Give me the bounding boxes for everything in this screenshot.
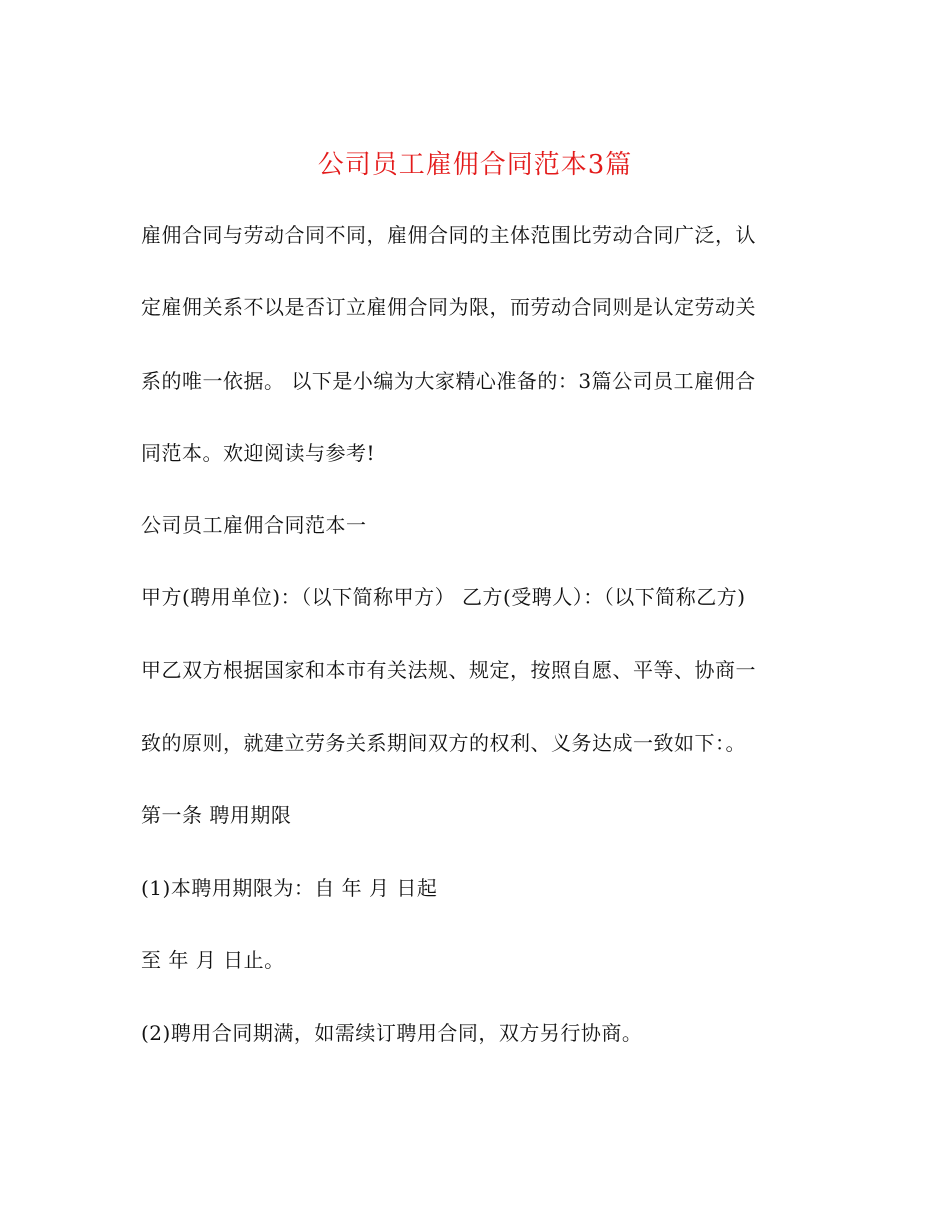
article-heading: 第一条 聘用期限 xyxy=(141,803,292,827)
paragraph-line: (2)聘用合同期满，如需续订聘用合同，双方另行协商。 xyxy=(141,1021,643,1045)
paragraph-line: 致的原则，就建立劳务关系期间双方的权利、义务达成一致如下：。 xyxy=(141,731,746,755)
paragraph-line: 定雇佣关系不以是否订立雇佣合同为限，而劳动合同则是认定劳动关 xyxy=(141,295,756,319)
document-title: 公司员工雇佣合同范本3篇 xyxy=(317,150,633,181)
paragraph-line: 雇佣合同与劳动合同不同，雇佣合同的主体范围比劳动合同广泛，认 xyxy=(141,223,756,247)
paragraph-line: 系的唯一依据。 以下是小编为大家精心准备的：3篇公司员工雇佣合 xyxy=(141,369,756,393)
paragraph-line: (1)本聘用期限为：自 年 月 日起 xyxy=(141,876,438,900)
paragraph-line: 至 年 月 日止。 xyxy=(141,948,285,972)
paragraph-line: 甲方(聘用单位)：（以下简称甲方） 乙方(受聘人）：（以下简称乙方) xyxy=(141,585,746,609)
section-heading: 公司员工雇佣合同范本一 xyxy=(141,513,367,537)
paragraph-line: 甲乙双方根据国家和本市有关法规、规定，按照自愿、平等、协商一 xyxy=(141,658,756,682)
paragraph-line: 同范本。欢迎阅读与参考! xyxy=(141,441,376,465)
